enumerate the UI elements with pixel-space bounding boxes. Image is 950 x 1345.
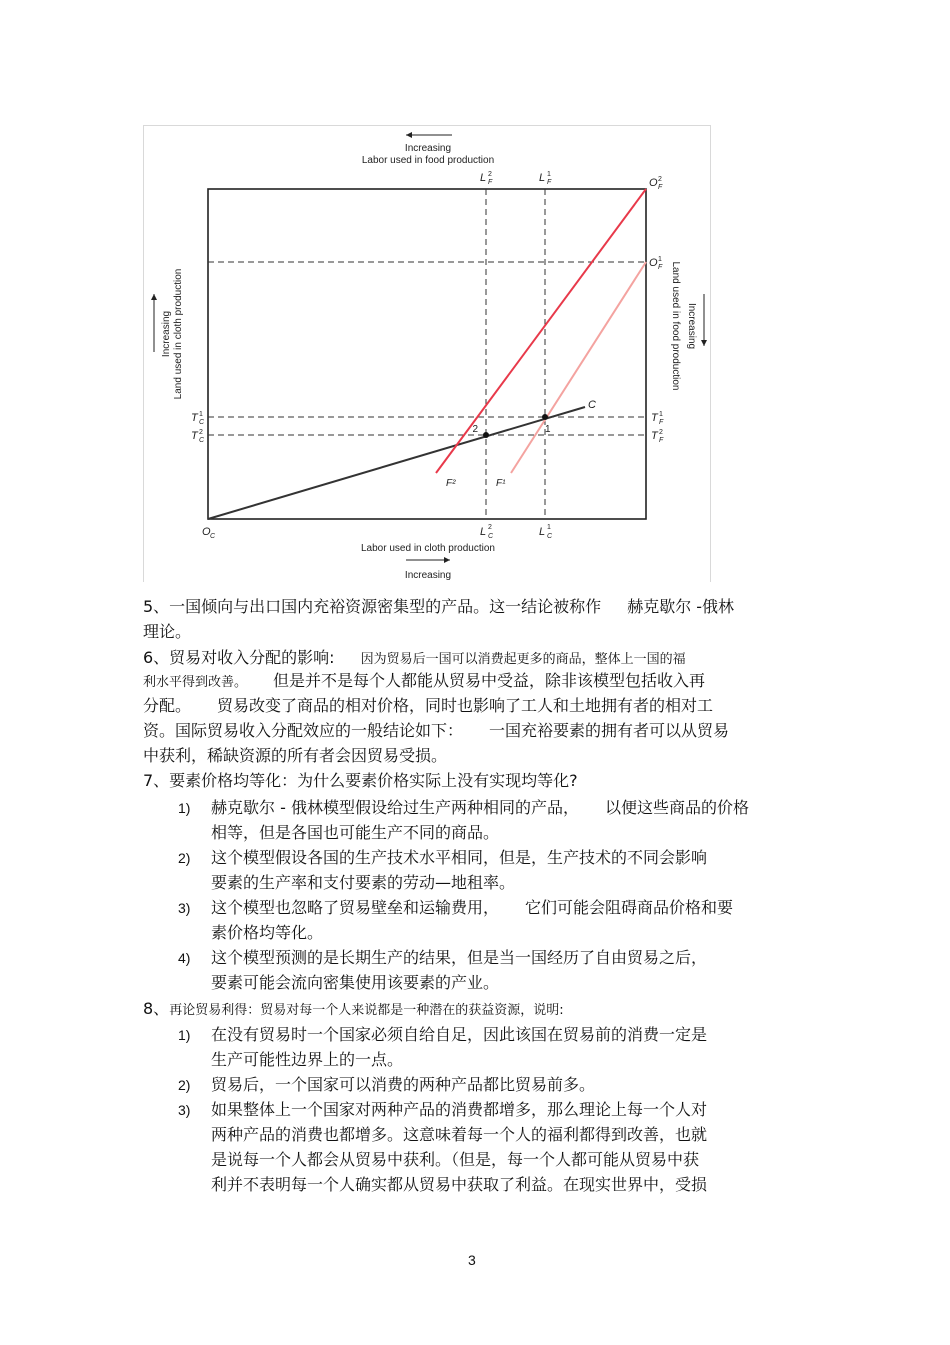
of1-label <box>649 256 663 271</box>
page-number: 3 <box>468 1252 476 1268</box>
svg-text:C: C <box>199 419 205 426</box>
svg-text:1: 1 <box>199 411 203 418</box>
f1-label: F¹ <box>496 478 506 489</box>
section-8-item-1: 1) 在没有贸易时一个国家必须自给自足，因此该国在贸易前的消费一定是 生产可能性边界上的一点。 <box>178 1025 708 1069</box>
svg-text:F: F <box>658 264 663 271</box>
point-1-label: 1 <box>545 424 551 435</box>
svg-text:F: F <box>488 179 493 186</box>
svg-text:L: L <box>539 526 546 538</box>
svg-text:1: 1 <box>547 524 551 531</box>
right-arrow-head <box>701 340 707 346</box>
section-5-line-1: 5、一国倾向与出口国内充裕资源密集型的产品。这一结论被称作 赫克歇尔 -俄林 <box>143 597 735 616</box>
top-increasing-label: Increasing <box>404 143 452 154</box>
svg-text:T: T <box>651 412 658 424</box>
figure-svg <box>144 126 712 583</box>
left-arrow-head <box>151 294 157 300</box>
point-2-label: 2 <box>472 424 478 435</box>
left-axis-label: Land used in cloth production <box>173 268 184 400</box>
svg-text:2: 2 <box>659 429 663 436</box>
svg-text:2: 2 <box>199 429 203 436</box>
bottom-arrow-head <box>444 557 450 563</box>
section-7-item-3: 3) 这个模型也忽略了贸易壁垒和运输费用， 它们可能会阻碍商品价格和要 素价格均等化。 <box>178 898 734 942</box>
f1-food-line <box>511 262 646 473</box>
section-7-item-4: 4) 这个模型预测的是长期生产的结果，但是当一国经历了自由贸易之后， 要素可能会流向密集使用该要素的产业。 <box>178 948 708 992</box>
tc1-label <box>191 411 205 426</box>
lf1-label <box>539 171 552 186</box>
box-frame <box>208 189 646 519</box>
tf1-label <box>651 411 664 426</box>
f2-food-line <box>436 189 646 473</box>
lc1-label <box>539 524 553 540</box>
svg-text:C: C <box>488 533 494 540</box>
section-6-line-5: 中获利，稀缺资源的所有者会因贸易受损。 <box>143 746 448 765</box>
svg-text:1: 1 <box>659 411 663 418</box>
right-axis-label: Land used in food production <box>670 261 681 391</box>
top-arrow-head <box>406 132 412 138</box>
svg-text:T: T <box>191 412 198 424</box>
svg-text:L: L <box>539 172 546 184</box>
svg-text:L: L <box>480 526 487 538</box>
section-7-heading: 7、要素价格均等化：为什么要素价格实际上没有实现均等化? <box>143 771 578 790</box>
svg-text:F: F <box>659 419 664 426</box>
of2-label <box>649 176 663 191</box>
section-6-line-1: 6、贸易对收入分配的影响: 因为贸易后一国可以消费起更多的商品，整体上一国的福 <box>143 648 686 667</box>
svg-text:C: C <box>210 533 216 540</box>
section-5-line-2: 理论。 <box>143 622 192 641</box>
edgeworth-box-figure <box>143 125 711 582</box>
svg-text:O: O <box>649 177 658 189</box>
top-axis-label: Labor used in food production <box>361 155 495 166</box>
section-6-line-3: 分配。 贸易改变了商品的相对价格，同时也影响了工人和土地拥有者的相对工 <box>143 696 714 715</box>
lc2-label <box>480 524 494 540</box>
section-7-item-2: 2) 这个模型假设各国的生产技术水平相同，但是，生产技术的不同会影响 要素的生产率和支付要素的劳动—地租率。 <box>178 848 708 892</box>
svg-text:L: L <box>480 172 487 184</box>
svg-text:2: 2 <box>488 171 492 178</box>
tf2-label <box>651 429 664 444</box>
equilibrium-point-2 <box>483 432 489 438</box>
section-8-heading: 8、再论贸易利得：贸易对每一个人来说都是一种潜在的获益资源，说明: <box>143 999 564 1018</box>
svg-text:C: C <box>547 533 553 540</box>
svg-text:T: T <box>191 430 198 442</box>
svg-text:O: O <box>649 257 658 269</box>
bottom-axis-label: Labor used in cloth production <box>361 543 495 554</box>
section-7-item-1: 1) 赫克歇尔 - 俄林模型假设给过生产两种相同的产品， 以便这些商品的价格 相等，但是各国也可能生产不同的商品。 <box>178 798 749 842</box>
tc2-label <box>191 429 205 444</box>
svg-text:1: 1 <box>547 171 551 178</box>
svg-text:2: 2 <box>658 176 662 183</box>
section-6-line-4: 资。国际贸易收入分配效应的一般结论如下： 一国充裕要素的拥有者可以从贸易 <box>143 721 730 740</box>
bottom-increasing-label: Increasing <box>404 570 452 581</box>
svg-text:O: O <box>202 526 211 538</box>
section-8-item-3: 3) 如果整体上一个国家对两种产品的消费都增多，那么理论上每一个人对 两种产品的消费也都增多。这意味着每一个人的福利都得到改善，也就 是说每一个人都会从贸易中获利。（但是，每一个人都可能从贸易中获 利并不表明每一个人确实都从贸易中获取了利益。在现实世界中，受损 <box>178 1100 708 1194</box>
section-8-item-2: 2) 贸易后，一个国家可以消费的两种产品都比贸易前多。 <box>178 1075 596 1094</box>
right-increasing-label: Increasing <box>686 302 697 350</box>
lf2-label <box>480 171 493 186</box>
svg-text:2: 2 <box>488 524 492 531</box>
svg-text:1: 1 <box>658 256 662 263</box>
cloth-factor-line <box>208 407 585 519</box>
equilibrium-point-1 <box>542 414 548 420</box>
left-increasing-label: Increasing <box>161 310 172 358</box>
svg-text:F: F <box>658 184 663 191</box>
svg-text:C: C <box>199 437 205 444</box>
section-6-line-2: 利水平得到改善。 但是并不是每个人都能从贸易中受益，除非该模型包括收入再 <box>143 671 706 690</box>
curve-c-label: C <box>588 399 596 411</box>
oc-label <box>202 526 216 540</box>
f2-label: F² <box>446 478 456 489</box>
svg-text:F: F <box>659 437 664 444</box>
svg-text:T: T <box>651 430 658 442</box>
svg-text:F: F <box>547 179 552 186</box>
